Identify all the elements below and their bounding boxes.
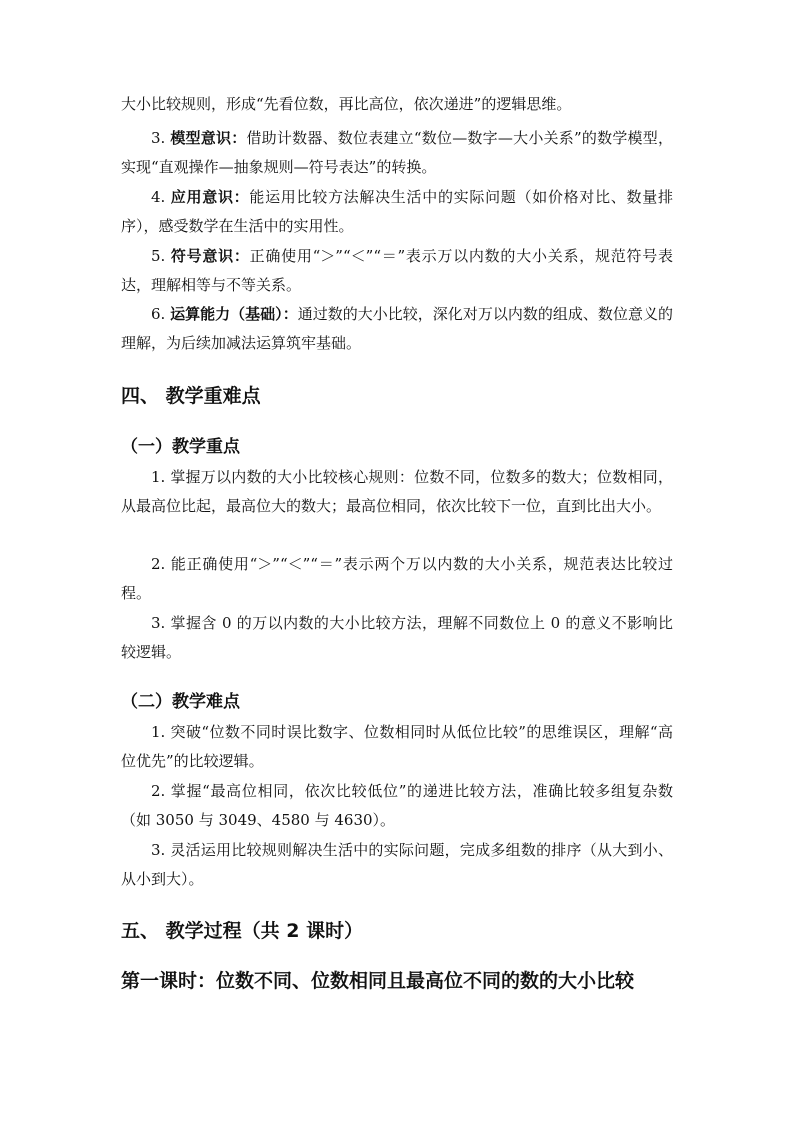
objective-colon: ： — [282, 305, 298, 323]
objective-item-6 — [121, 300, 673, 358]
objective-title: 符号意识 — [170, 247, 234, 265]
objective-colon: ： — [233, 188, 250, 206]
objective-colon: ： — [231, 129, 247, 147]
objective-num: 3. — [151, 129, 166, 147]
key-point-item-2: 2. 能正确使用“＞”“＜”“＝”表示两个万以内数的大小关系，规范表达比较过程。 — [121, 555, 673, 602]
objective-item-5 — [121, 242, 673, 300]
objective-num: 6. — [151, 305, 166, 323]
key-point-item-3: 3. 掌握含 0 的万以内数的大小比较方法，理解不同数位上 0 的意义不影响比较逻辑。 — [121, 614, 673, 661]
subsection-heading-key-points: （一）教学重点 — [121, 437, 240, 457]
objective-colon: ： — [233, 247, 250, 265]
objective-text: 通过数的大小比较，深化对万以内数的组成、数位意义的理解，为后续加减法运算筑牢基础。 — [121, 305, 673, 352]
objective-item-4 — [121, 183, 673, 241]
objective-text: 借助计数器、数位表建立“数位—数字—大小关系”的数学模型，实现“直观操作—抽象规则—符号表达”的转换。 — [121, 129, 673, 176]
objective-item-3 — [121, 124, 673, 182]
difficult-point-item-1: 1. 突破“位数不同时误比数字、位数相同时从低位比较”的思维误区，理解“高位优先”的比较逻辑。 — [121, 723, 673, 770]
objective-title: 应用意识 — [170, 188, 234, 206]
section-heading-4: 四、 教学重难点 — [121, 385, 261, 407]
lesson-heading-1: 第一课时：位数不同、位数相同且最高位不同的数的大小比较 — [121, 970, 635, 992]
objective-title: 运算能力（基础） — [170, 305, 283, 323]
objective-text: 能运用比较方法解决生活中的实际问题（如价格对比、数量排序），感受数学在生活中的实用性。 — [121, 188, 673, 235]
subsection-heading-difficult-points: （二）教学难点 — [121, 692, 240, 712]
objective-num: 4. — [151, 188, 166, 206]
objective-num: 5. — [151, 247, 166, 265]
objective-text: 正确使用“＞”“＜”“＝”表示万以内数的大小关系，规范符号表达，理解相等与不等关系。 — [121, 247, 673, 294]
paragraph-continued: 大小比较规则，形成“先看位数，再比高位，依次递进”的逻辑思维。 — [121, 95, 572, 113]
section-heading-5: 五、 教学过程（共 2 课时） — [121, 920, 364, 942]
objective-title: 模型意识 — [170, 129, 232, 147]
difficult-point-item-2: 2. 掌握“最高位相同，依次比较低位”的递进比较方法，准确比较多组复杂数（如 3050 与 3049、4580 与 4630）。 — [121, 782, 673, 829]
difficult-point-item-3: 3. 灵活运用比较规则解决生活中的实际问题，完成多组数的排序（从大到小、从小到大）。 — [121, 841, 673, 888]
key-point-item-1: 1. 掌握万以内数的大小比较核心规则：位数不同，位数多的数大；位数相同，从最高位比起，最高位大的数大；最高位相同，依次比较下一位，直到比出大小。 — [121, 468, 673, 515]
